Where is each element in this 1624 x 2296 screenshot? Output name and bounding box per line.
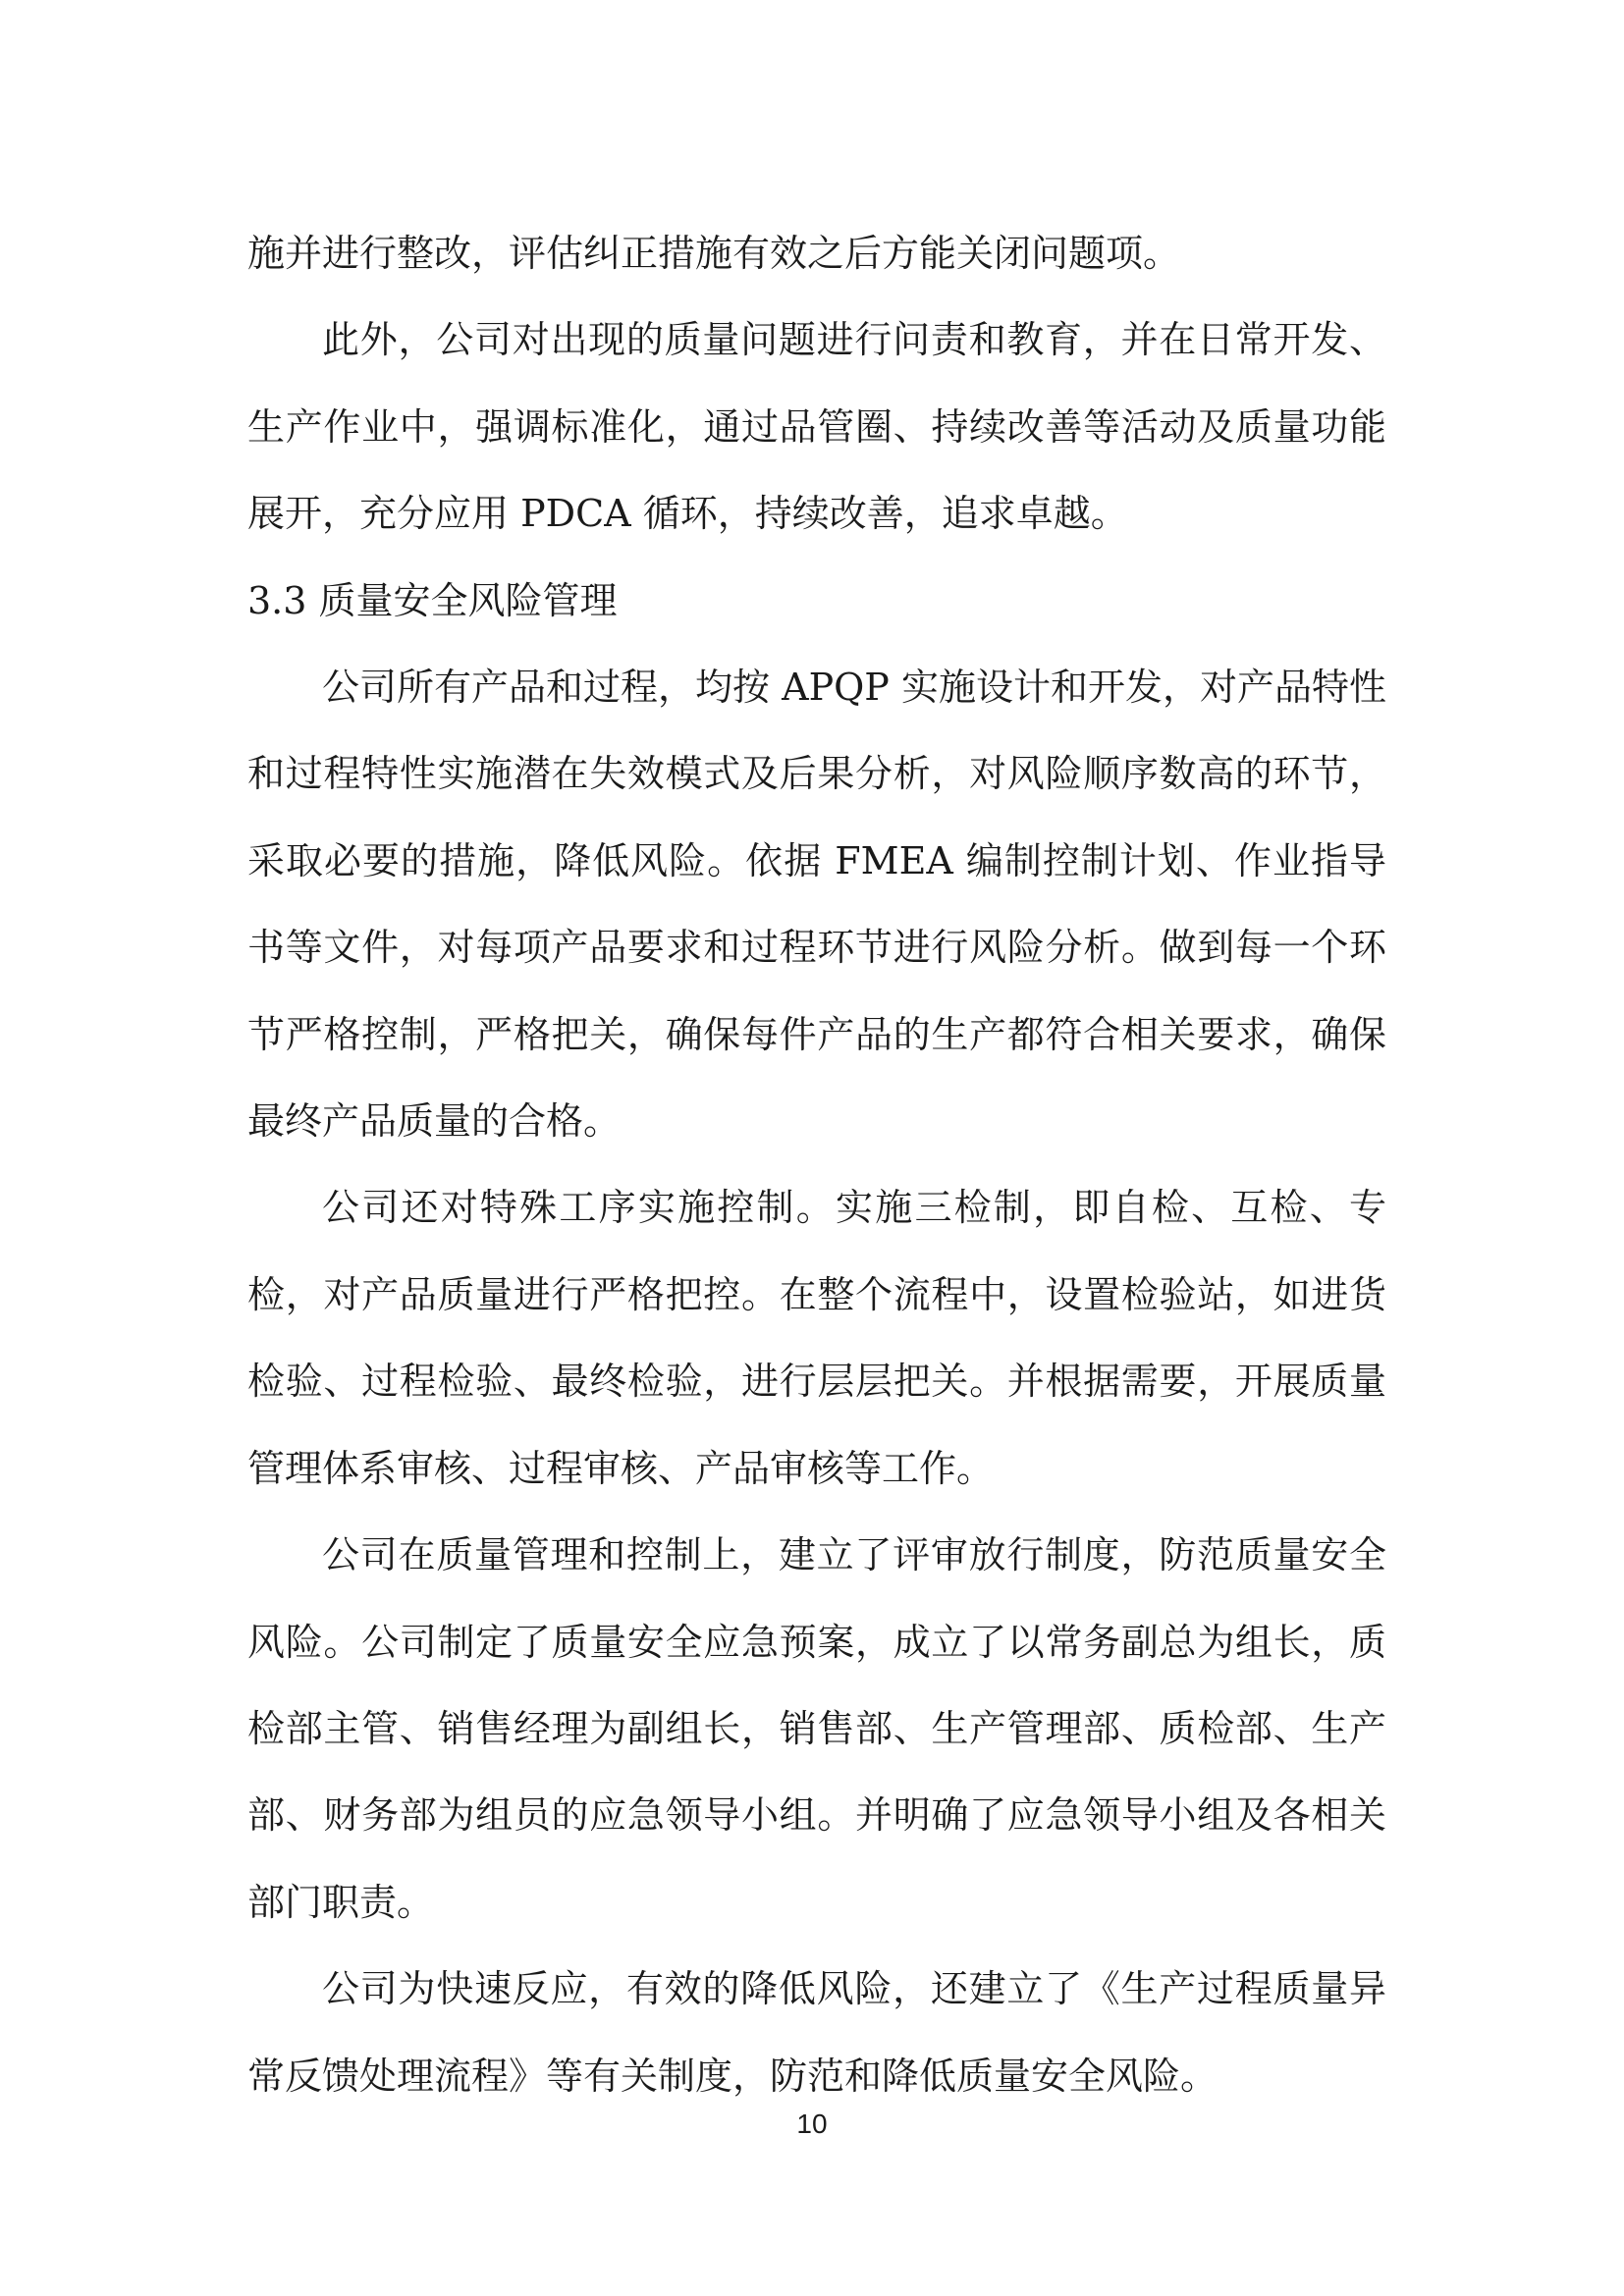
page-body (247, 210, 1386, 2119)
page-number: 10 (796, 2109, 828, 2139)
section-heading: 3.3 质量安全风险管理 (247, 578, 618, 622)
paragraph-special-process: 公司还对特殊工序实施控制。实施三检制，即自检、互检、专检，对产品质量进行严格把控。在整个流程中，设置检验站，如进货检验、过程检验、最终检验，进行层层把关。并根据需要，开展质量管理体系审核、过程审核、产品审核等工作。 (247, 1186, 1386, 1490)
paragraph-accountability: 此外，公司对出现的质量问题进行问责和教育，并在日常开发、生产作业中，强调标准化，通过品管圈、持续改善等活动及质量功能展开，充分应用 PDCA 循环，持续改善，追求卓越。 (247, 318, 1386, 536)
paragraph-emergency-plan: 公司在质量管理和控制上，建立了评审放行制度，防范质量安全风险。公司制定了质量安全应急预案，成立了以常务副总为组长，质检部主管、销售经理为副组长，销售部、生产管理部、质检部、生产部、财务部为组员的应急领导小组。并明确了应急领导小组及各相关部门职责。 (247, 1533, 1386, 1924)
paragraph-quick-response: 公司为快速反应，有效的降低风险，还建立了《生产过程质量异常反馈处理流程》等有关制度，防范和降低质量安全风险。 (247, 1967, 1386, 2098)
paragraph-apqp: 公司所有产品和过程，均按 APQP 实施设计和开发，对产品特性和过程特性实施潜在失效模式及后果分析，对风险顺序数高的环节，采取必要的措施，降低风险。依据 FMEA 编制控制计划、作业指导书等文件，对每项产品要求和过程环节进行风险分析。做到每一个环节严格控制，严格把关，确保每件产品的生产都符合相关要求，确保最终产品质量的合格。 (247, 666, 1386, 1144)
paragraph-continuation: 施并进行整改，评估纠正措施有效之后方能关闭问题项。 (247, 232, 1181, 275)
